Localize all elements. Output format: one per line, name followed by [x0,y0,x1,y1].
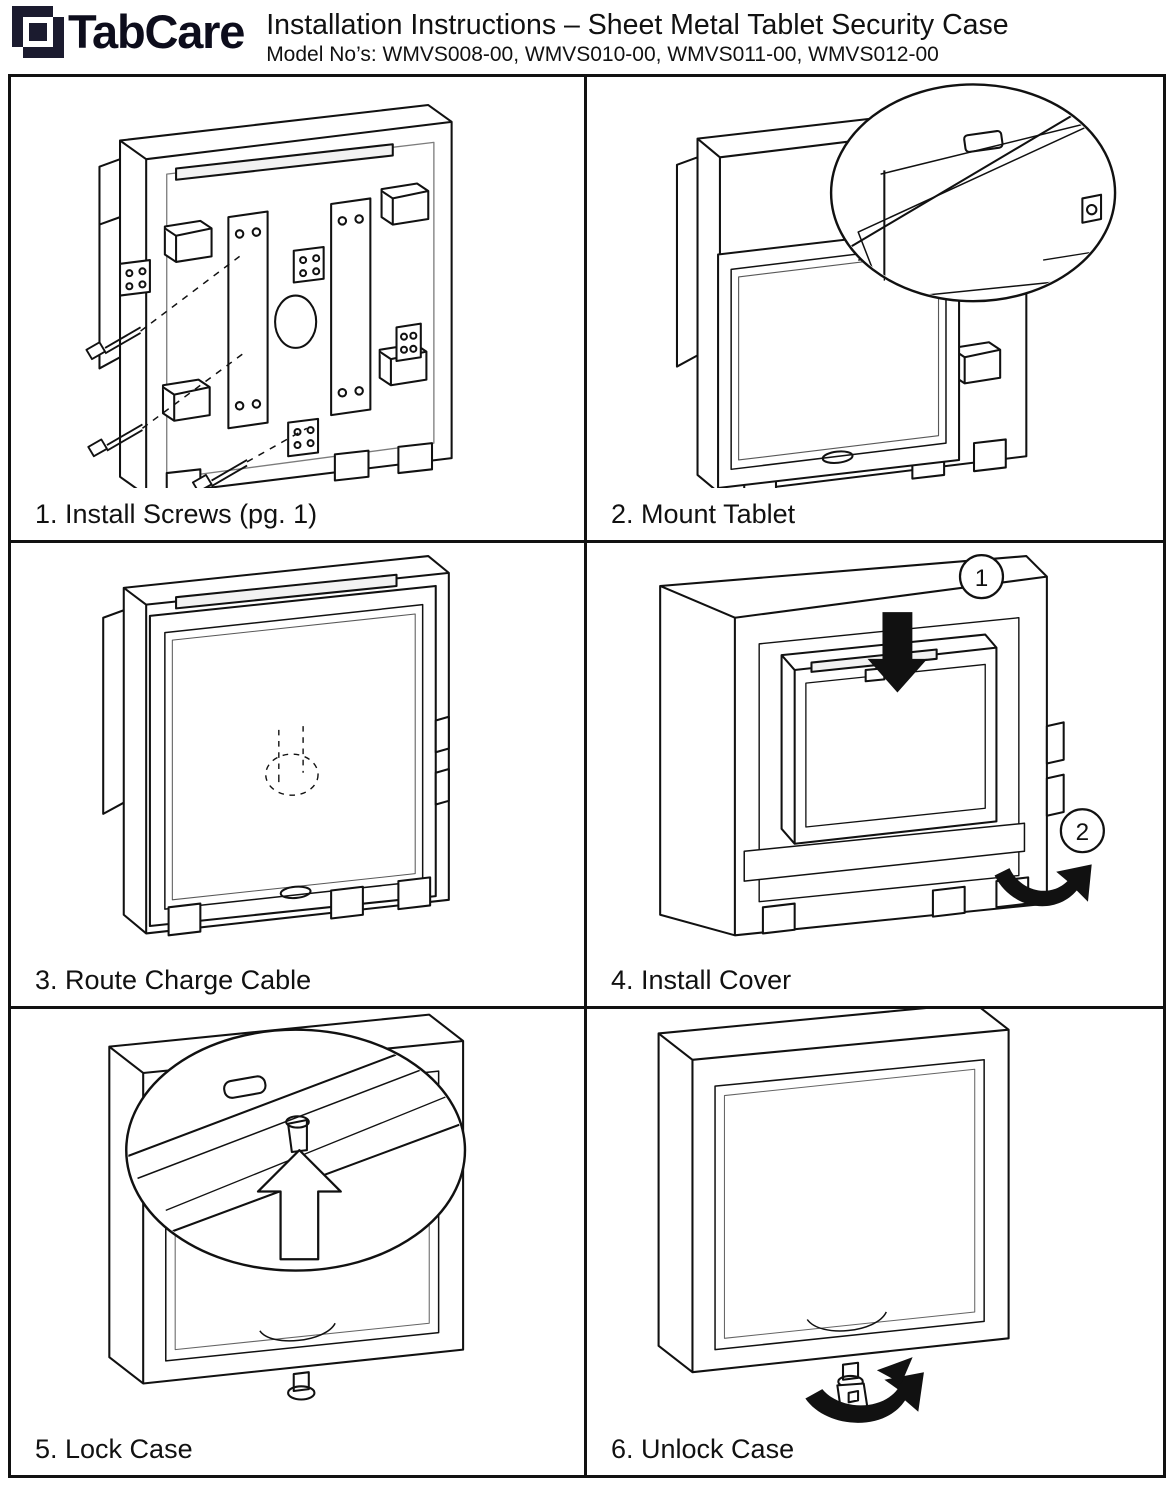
charge-cable-routing-diagram [11,543,584,954]
document-subtitle: Model No’s: WMVS008-00, WMVS010-00, WMVS011-00, WMVS012-00 [266,43,939,66]
cover-installation-diagram [587,543,1163,954]
step-label-2: 2. Mount Tablet [611,499,796,529]
step-panel-3 [11,543,587,1009]
lock-case-diagram [11,1009,584,1423]
cover-installation-diagram-panel [587,543,1163,1009]
brand-lockup [12,6,244,58]
tablet-mounting-diagram [587,77,1163,488]
unlock-case-diagram [587,1009,1163,1423]
brand-name: TabCare [68,5,245,58]
step-label-5: 5. Lock Case [35,1434,193,1464]
step-label-1: 1. Install Screws (pg. 1) [35,499,318,529]
svg-text:2: 2 [1075,819,1090,847]
lock-case-diagram-panel [11,1009,587,1475]
document-header [0,0,1174,74]
step-panel-1 [11,77,587,543]
title-block [244,4,1164,68]
step-label-6: 6. Unlock Case [611,1434,795,1464]
tabcare-square-logo-icon [12,6,64,58]
unlock-case-diagram-panel [587,1009,1163,1475]
step-label-3: 3. Route Charge Cable [35,965,312,995]
svg-text:1: 1 [974,564,989,592]
steps-grid [8,74,1166,1478]
step-panel-2 [587,77,1163,543]
step-label-4: 4. Install Cover [611,965,792,995]
backplate-with-screws-diagram [11,77,584,488]
document-title: Installation Instructions – Sheet Metal Tablet Security Case [266,9,1009,41]
